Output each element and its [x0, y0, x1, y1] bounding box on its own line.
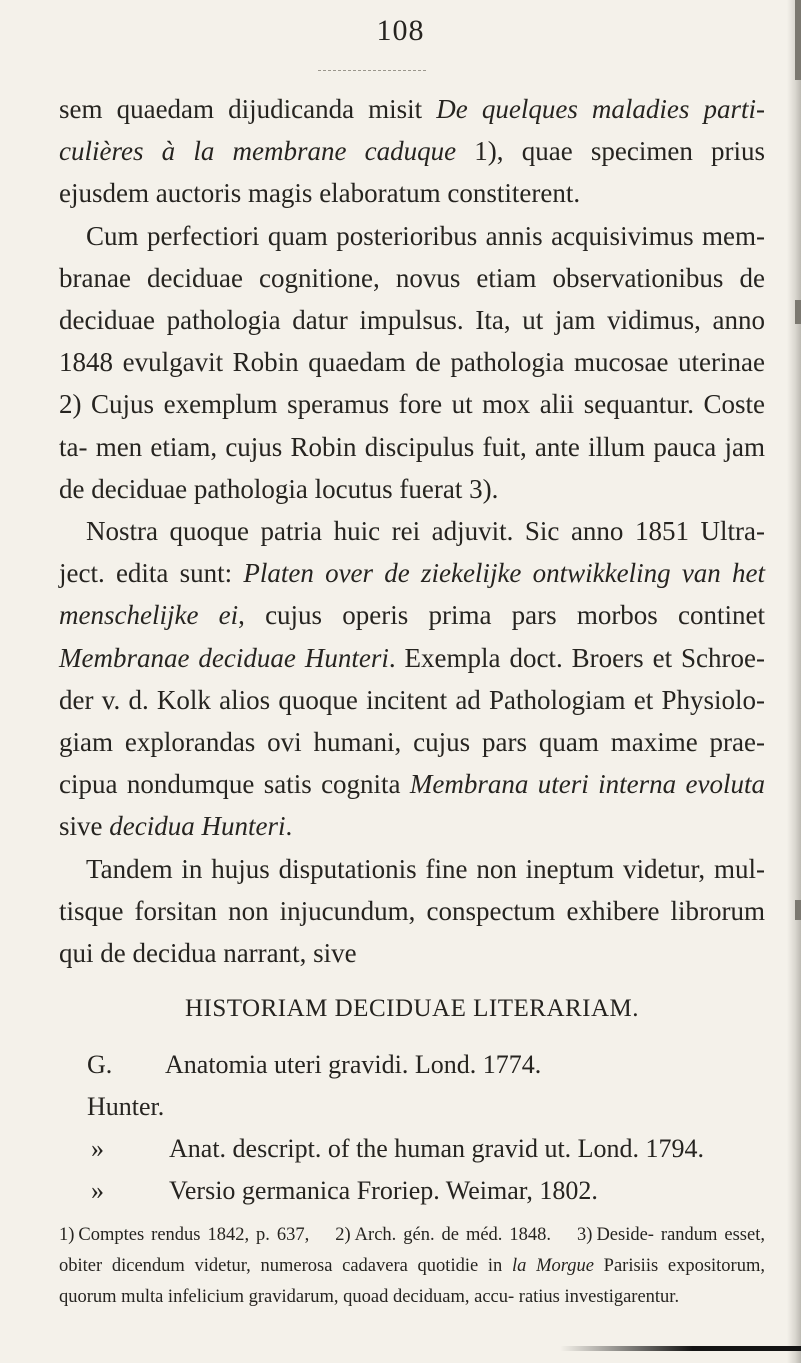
italic-term: decidua Hunteri [109, 811, 286, 842]
page-edge-shadow [787, 0, 801, 1363]
footnote-marker: 1) [59, 1225, 75, 1245]
bibliography-text: Anat. descript. of the human gravid ut. Lond. 1794. [169, 1134, 705, 1164]
text-run: 1), quae specimen prius ejusdem auctoris magis elaboratum constiterent. [59, 136, 765, 209]
italic-term: Membranae deciduae Hunteri [59, 642, 389, 673]
text-run: . Exempla doct. Broers et Schroe- der v. d. Kolk alios quoque incitent ad Pathologiam et Physiolo- giam explorandas ovi humani, cujus pars quam maxime prae- cipua nondumque satis cognita [59, 642, 765, 800]
bibliography-list [59, 1044, 765, 1212]
footnote-marker: 2) [335, 1225, 351, 1245]
paragraph-3 [59, 510, 765, 848]
page-number: 108 [376, 14, 425, 47]
text-run: sem quaedam dijudicanda misit [59, 94, 437, 124]
page-edge-mark [795, 300, 801, 324]
footnote-1: Comptes rendus 1842, p. 637, [78, 1225, 310, 1245]
text-run: sive [59, 811, 110, 842]
bibliography-entry [59, 1128, 765, 1170]
page-edge-mark [795, 0, 801, 80]
footnote-2: Arch. gén. de méd. 1848. [354, 1225, 552, 1245]
page-edge-mark [795, 900, 801, 920]
footnote-marker: 3) [577, 1225, 593, 1245]
bibliography-entry [59, 1170, 765, 1212]
italic-title: Platen over de ziekelijke ontwikkeling van het menschelijke ei [59, 558, 766, 631]
paragraph-1 [59, 88, 765, 215]
paragraph-2: Cum perfectiori quam posterioribus annis acquisivimus mem- branae deciduae cognitione, novus etiam observationibus de deciduae pathologia datur impulsus. Ita, ut jam vidimus, anno 1848 evulgavit Robin quaedam de pathologia mucosae uterinae 2) Cujus exemplum speramus fore ut mox alii sequantur. Coste ta- men etiam, cujus Robin discipulus fuit, ante illum pauca jam de deciduae pathologia locutus fuerat 3). [59, 220, 765, 504]
footnote-3-continued: Parisiis expositorum, quorum multa infelicium gravidarum, quoad deciduam, accu- ratius investigarentur. [59, 1256, 765, 1307]
text-run: Nostra quoque patria huic rei adjuvit. Sic anno 1851 Ultra- ject. edita sunt: [59, 516, 765, 589]
text-run: , cujus operis prima pars morbos continet [238, 600, 765, 631]
footnote-3: Deside- randum esset, obiter dicendum videtur, numerosa cadavera quotidie in [59, 1225, 765, 1276]
bibliography-ditto-mark: » [91, 1134, 104, 1164]
section-heading: HISTORIAM DECIDUAE LITERARIAM. [184, 995, 640, 1023]
bibliography-text: Anatomia uteri gravidi. Lond. 1774. [165, 1050, 542, 1080]
page-bottom-shadow [560, 1346, 801, 1351]
footnotes [59, 1220, 765, 1313]
bibliography-text: Versio germanica Froriep. Weimar, 1802. [169, 1176, 598, 1206]
bibliography-ditto-mark: » [91, 1176, 104, 1206]
italic-term: Membrana uteri interna evoluta [409, 769, 765, 800]
text-run: . [285, 811, 293, 842]
main-text [59, 88, 765, 1212]
italic-title: De quelques maladies parti- culières à la membrane caduque [59, 94, 766, 167]
bibliography-entry [59, 1044, 765, 1128]
header-rule [318, 70, 426, 71]
bibliography-author: G. Hunter. [87, 1050, 165, 1122]
paragraph-4: Tandem in hujus disputationis fine non ineptum videtur, mul- tisque forsitan non injucundum, conspectum exhibere librorum qui de decidua narrant, sive [59, 853, 765, 969]
footnote-italic: la Morgue [511, 1256, 594, 1276]
